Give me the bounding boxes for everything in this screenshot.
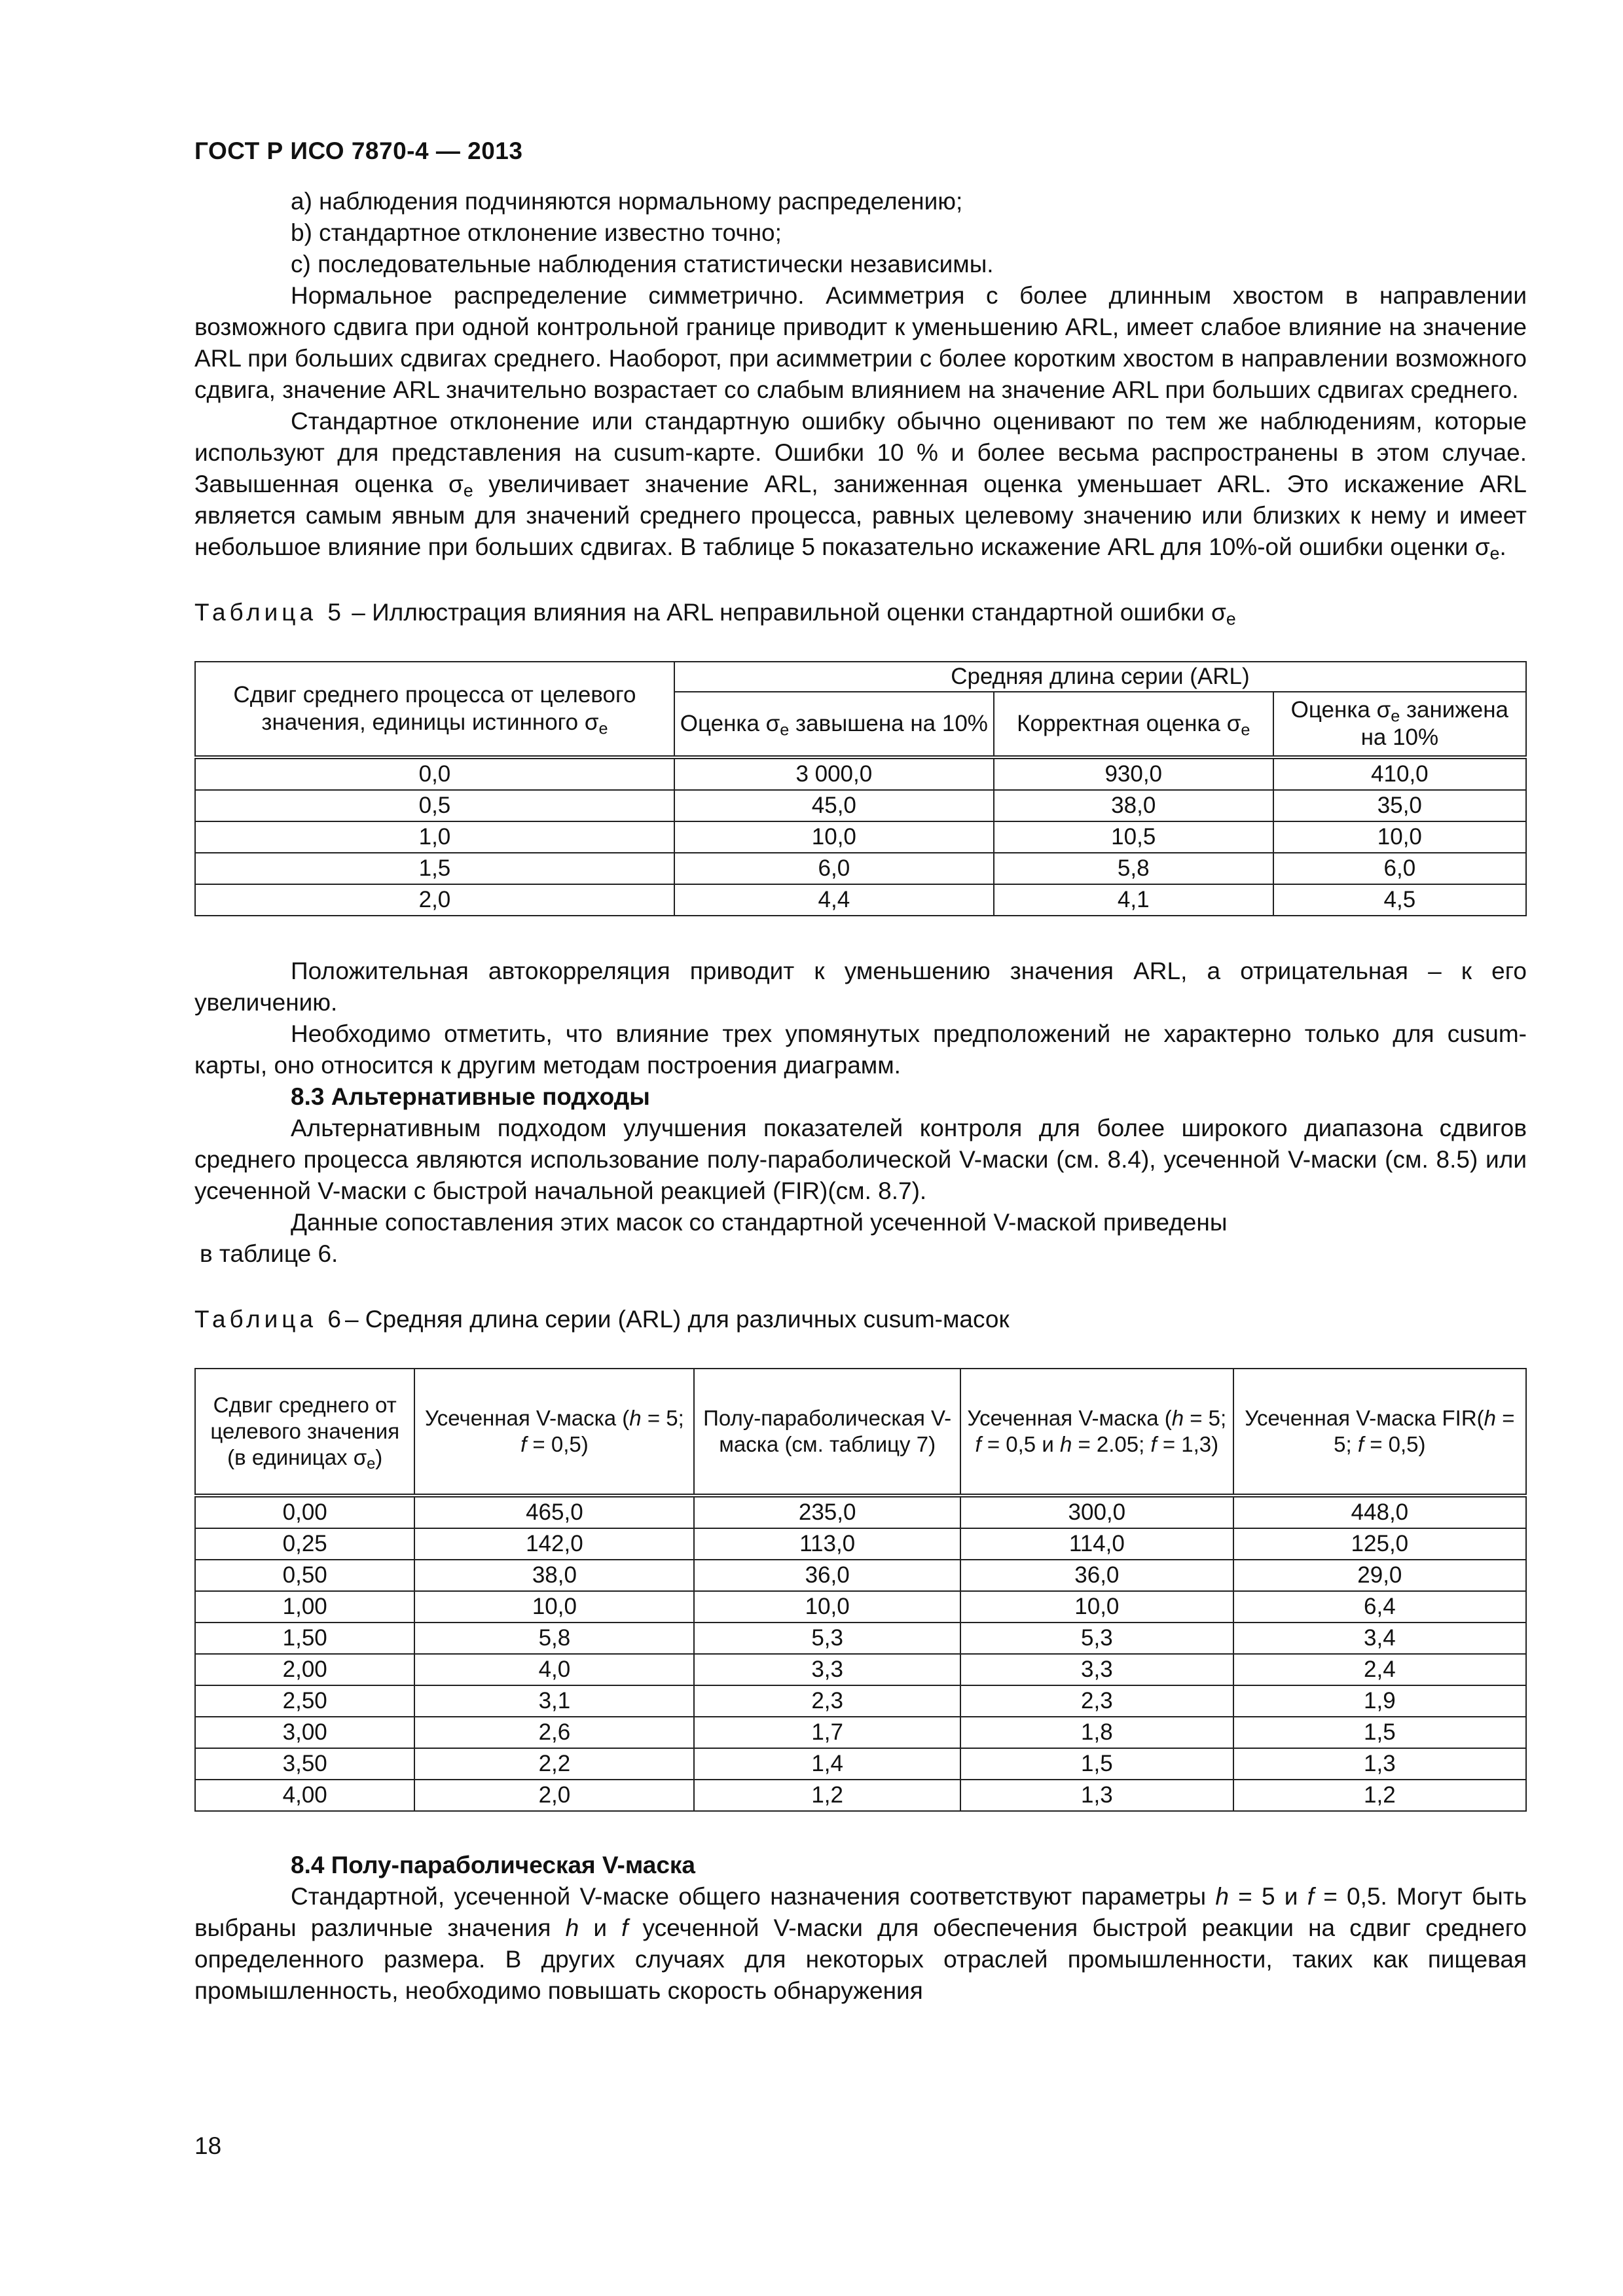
table-row: 4,00 2,0 1,2 1,3 1,2: [195, 1780, 1526, 1811]
table5-header-correct: Корректная оценка $\sigma_e$: [994, 692, 1273, 757]
table-row: 0,00 465,0 235,0 300,0 448,0: [195, 1496, 1526, 1528]
document-header: ГОСТ Р ИСО 7870-4 — 2013: [194, 137, 523, 164]
list-item: a) наблюдения подчиняются нормальному распределению;: [291, 188, 963, 215]
table5-header-underestimate: Оценка $\sigma_e$ занижена на 10%: [1273, 692, 1526, 757]
paragraph-comparison: Данные сопоставления этих масок со стандартной усеченной V-маской приведены: [291, 1209, 1228, 1236]
table-row: 1,5 6,0 5,8 6,0: [195, 853, 1526, 884]
paragraph-alternatives: Альтернативным подходом улучшения показателей контроля для более широкого диапазона сдвигов среднего процесса являются использование полу-параболической V-маски (см. 8.4), усеченной V-маски (см. 8.5) или усеченной V-маски с быстрой начальной реакцией (FIR)(см. 8.7).: [194, 1115, 1527, 1204]
table-row: 0,25 142,0 113,0 114,0 125,0: [195, 1528, 1526, 1560]
table5-header-overestimate: Оценка $\sigma_e$ завышена на 10%: [674, 692, 994, 757]
table-row: 0,5 45,0 38,0 35,0: [195, 790, 1526, 821]
table6-header-truncated-alt: Усеченная V-маска (h = 5; f = 0,5 и h = 2.05; f = 1,3): [960, 1369, 1233, 1496]
table5-header-shift: Сдвиг среднего процесса от целевого значения, единицы истинного $\sigma_e$: [195, 662, 674, 757]
paragraph-semiparabolic: Стандартной, усеченной V-маске общего назначения соответствуют параметры h = 5 и f = 0,5. Могут быть выбраны различные значения h и f усеченной V-маски для обеспечения быстрой реакции на сдвиг среднего определенного размера. В других случаях для некоторых отраслей промышленности, таких как пищевая промышленность, необходимо повышать скорость обнаружения: [194, 1883, 1527, 2004]
table6-header-truncated: Усеченная V-маска (h = 5; f = 0,5): [414, 1369, 694, 1496]
table-row: 2,00 4,0 3,3 3,3 2,4: [195, 1654, 1526, 1685]
paragraph-assumptions: Необходимо отметить, что влияние трех упомянутых предположений не характерно только для cusum-карты, оно относится к другим методам построения диаграмм.: [194, 1020, 1527, 1079]
table-row: 3,00 2,6 1,7 1,8 1,5: [195, 1717, 1526, 1748]
table-row: 1,50 5,8 5,3 5,3 3,4: [195, 1623, 1526, 1654]
table-row: 3,50 2,2 1,4 1,5 1,3: [195, 1748, 1526, 1780]
page-number: 18: [194, 2132, 222, 2159]
section-heading-8-3: 8.3 Альтернативные подходы: [291, 1083, 650, 1110]
table6: [194, 1368, 1527, 1812]
table5-header-arl: Средняя длина серии (ARL): [674, 662, 1526, 692]
table5-caption: Таблица 5 – Иллюстрация влияния на ARL неправильной оценки стандартной ошибки $\sigma_e$: [194, 599, 1236, 629]
paragraph-standard-deviation: Стандартное отклонение или стандартную ошибку обычно оценивают по тем же наблюдениям, которые используют для представления на cusum-карте. Ошибки 10 % и более весьма распространены в этом случае. Завышенная оценка $\sigma_e$ увеличивает значение ARL, заниженная оценка уменьшает ARL. Это искажение ARL является самым явным для значений среднего процесса, равных целевому значению или близких к нему и имеет небольшое влияние при больших сдвигах. В таблице 5 показательно искажение ARL для 10%-ой ошибки оценки $\sigma_e$.: [194, 408, 1527, 564]
list-item: c) последовательные наблюдения статистически независимы.: [291, 251, 994, 278]
table-row: 2,0 4,4 4,1 4,5: [195, 884, 1526, 916]
paragraph-comparison-cont: в таблице 6.: [200, 1240, 338, 1267]
table-row: 1,0 10,0 10,5 10,0: [195, 821, 1526, 853]
table-row: 0,0 3 000,0 930,0 410,0: [195, 757, 1526, 790]
table6-header-semiparabolic: Полу-параболическая V-маска (см. таблицу 7): [694, 1369, 960, 1496]
section-heading-8-4: 8.4 Полу-параболическая V-маска: [291, 1852, 695, 1878]
table6-header-fir: Усеченная V-маска FIR(h = 5; f = 0,5): [1233, 1369, 1526, 1496]
list-item: b) стандартное отклонение известно точно;: [291, 219, 782, 246]
document-page: [194, 137, 1527, 2007]
table6-header-shift: Сдвиг среднего от целевого значения (в единицах $\sigma_e$): [195, 1369, 414, 1496]
paragraph-autocorrelation: Положительная автокорреляция приводит к уменьшению значения ARL, а отрицательная – к его увеличению.: [194, 958, 1527, 1016]
table-row: 1,00 10,0 10,0 10,0 6,4: [195, 1591, 1526, 1623]
table-row: 0,50 38,0 36,0 36,0 29,0: [195, 1560, 1526, 1591]
table-row: 2,50 3,1 2,3 2,3 1,9: [195, 1685, 1526, 1717]
table6-caption: Таблица 6– Средняя длина серии (ARL) для различных cusum-масок: [194, 1306, 1010, 1333]
table5: [194, 661, 1527, 916]
paragraph-normal-distribution: Нормальное распределение симметрично. Асимметрия с более длинным хвостом в направлении возможного сдвига при одной контрольной границе приводит к уменьшению ARL, имеет слабое влияние на значение ARL при больших сдвигах среднего. Наоборот, при асимметрии с более коротким хвостом в направлении возможного сдвига, значение ARL значительно возрастает со слабым влиянием на значение ARL при больших сдвигах среднего.: [194, 282, 1527, 403]
